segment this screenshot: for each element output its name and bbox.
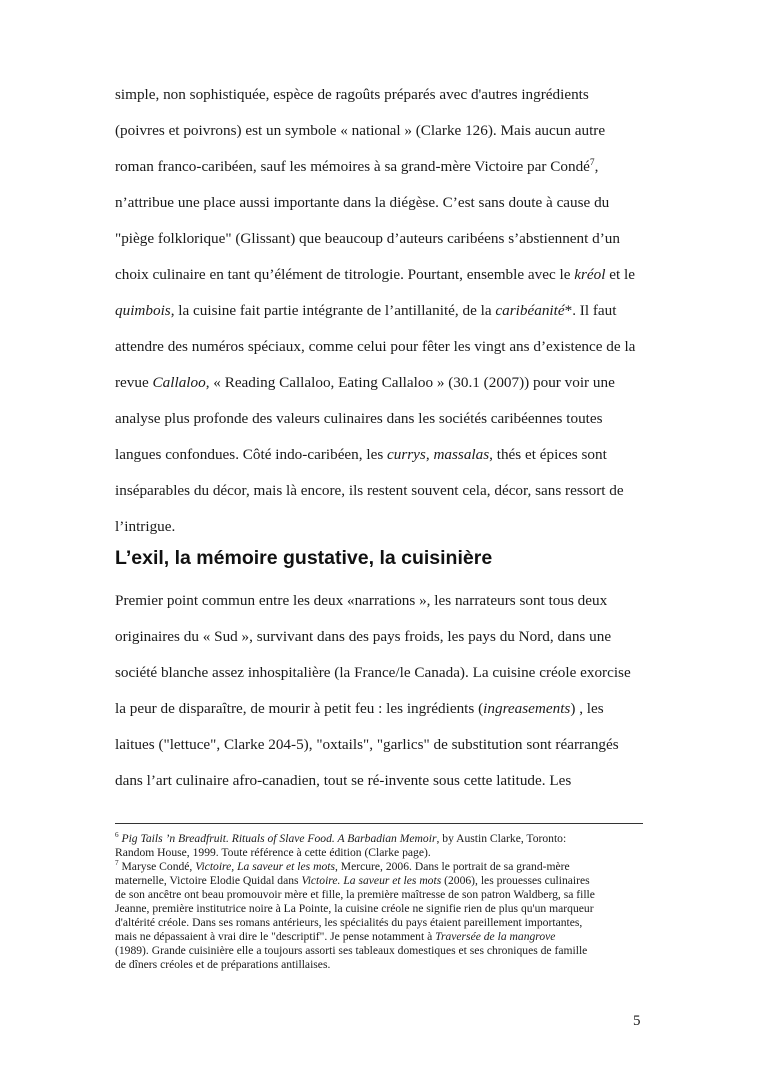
footnote-line (115, 860, 570, 874)
text-run: mais ne dépassaient à vrai dire le "descriptif". Je pense notamment à (115, 930, 436, 943)
footnote-ref: 7 (589, 157, 595, 168)
text-line (115, 664, 631, 682)
text-run: "piège folklorique" (Glissant) que beaucoup d’auteurs caribéens s’abstiennent d’un (115, 230, 620, 247)
text-run: , (425, 446, 434, 463)
text-run: (1989). Grande cuisinière elle a toujours assorti ses tableaux domestiques et ses chroniques de famille (115, 944, 588, 957)
page-number: 5 (633, 1013, 641, 1029)
text-run: revue (115, 374, 153, 391)
text-line (115, 122, 605, 140)
text-run: de son ancêtre ont beau promouvoir mère et fille, la première maîtresse de son patron Waldberg, sa fille (115, 888, 595, 901)
italic-run: massalas (433, 446, 490, 463)
text-line (115, 736, 619, 754)
italic-run: Victoire, La saveur et les mots (195, 860, 335, 873)
text-line (115, 338, 635, 356)
text-run: analyse plus profonde des valeurs culinaires dans les sociétés caribéennes toutes (115, 410, 603, 427)
text-run: , Mercure, 2006. Dans le portrait de sa grand-mère (334, 860, 570, 873)
text-line (115, 518, 175, 536)
text-run: dans l’art culinaire afro-canadien, tout se ré-invente sous cette latitude. Les (115, 772, 572, 789)
text-run: de dîners créoles et de préparations antillaises. (115, 958, 331, 971)
footnote-line (115, 888, 595, 902)
footnote-line (115, 944, 587, 958)
text-line (115, 482, 624, 500)
text-line (115, 230, 620, 248)
text-run: , (594, 158, 599, 175)
text-run: attendre des numéros spéciaux, comme celui pour fêter les vingt ans d’existence de la (115, 338, 636, 355)
text-run: maternelle, Victoire Elodie Quidal dans (115, 874, 302, 887)
footnote-line (115, 902, 594, 916)
text-line (115, 772, 571, 790)
footnote-line (115, 846, 431, 860)
text-run: laitues ("lettuce", Clarke 204-5), "oxtails", "garlics" de substitution sont réarrangés (115, 736, 619, 753)
text-run: Jeanne, première institutrice noire à La Pointe, la cuisine créole ne signifie rien de plus qu'un marqueur (115, 902, 594, 915)
text-run: l’intrigue. (115, 518, 176, 535)
text-run: (2006), les prouesses culinaires (441, 874, 590, 887)
text-line (115, 158, 598, 176)
text-line (115, 410, 603, 428)
text-run: originaires du « Sud », survivant dans des pays froids, les pays du Nord, dans une (115, 628, 612, 645)
text-line (115, 266, 635, 284)
italic-run: ingreasements (483, 700, 571, 717)
text-run: (poivres et poivrons) est un symbole « national » (Clarke 126). Mais aucun autre (115, 122, 606, 139)
footnote-line (115, 874, 590, 888)
text-run: d'altérité créole. Dans ses romans antérieurs, les spécialités du pays étaient pareillement importantes, (115, 916, 583, 929)
text-run: *. Il faut (564, 302, 617, 319)
text-run: Maryse Condé, (118, 860, 196, 873)
text-line (115, 628, 611, 646)
italic-run: kréol (574, 266, 606, 283)
text-run: et le (605, 266, 635, 283)
text-run: n’attribue une place aussi importante dans la diégèse. C’est sans doute à cause du (115, 194, 610, 211)
text-run: simple, non sophistiquée, espèce de ragoûts préparés avec d'autres ingrédients (115, 86, 589, 103)
text-line (115, 374, 615, 392)
text-run: , « Reading Callaloo, Eating Callaloo » (30.1 (2007)) pour voir une (205, 374, 615, 391)
section-heading: L’exil, la mémoire gustative, la cuisinière (115, 547, 493, 569)
footnote-line (115, 832, 566, 846)
italic-run: Pig Tails ’n Breadfruit. Rituals of Slave Food. A Barbadian Memoir (121, 832, 437, 845)
footnote-line (115, 958, 330, 972)
text-run: choix culinaire en tant qu’élément de titrologie. Pourtant, ensemble avec le (115, 266, 575, 283)
italic-run: currys (387, 446, 426, 463)
footnote-ref: 7 (115, 859, 119, 868)
text-line (115, 302, 616, 320)
italic-run: quimbois (115, 302, 171, 319)
text-run: la peur de disparaître, de mourir à petit feu : les ingrédients ( (115, 700, 484, 717)
footnote-line (115, 916, 582, 930)
footnote-ref: 6 (115, 831, 119, 840)
text-run: , thés et épices sont (489, 446, 607, 463)
text-run: société blanche assez inhospitalière (la France/le Canada). La cuisine créole exorcise (115, 664, 631, 681)
text-run: inséparables du décor, mais là encore, ils restent souvent cela, décor, sans ressort de (115, 482, 624, 499)
text-line (115, 446, 607, 464)
text-run: Premier point commun entre les deux «narrations », les narrateurs sont tous deux (115, 592, 608, 609)
footnote-line (115, 930, 555, 944)
text-line (115, 194, 609, 212)
text-run: , by Austin Clarke, Toronto: (436, 832, 567, 845)
text-line (115, 700, 604, 718)
text-run: roman franco-caribéen, sauf les mémoires à sa grand-mère Victoire par Condé (115, 158, 590, 175)
text-line (115, 86, 589, 104)
text-run: Random House, 1999. Toute référence à cette édition (Clarke page). (115, 846, 431, 859)
text-run: , la cuisine fait partie intégrante de l’antillanité, de la (170, 302, 496, 319)
italic-run: Victoire. La saveur et les mots (301, 874, 442, 887)
footnote-separator (115, 823, 643, 824)
text-run: ) , les (570, 700, 604, 717)
italic-run: Callaloo (152, 374, 206, 391)
italic-run: caribéanité (495, 302, 565, 319)
italic-run: Traversée de la mangrove (435, 930, 556, 943)
text-line (115, 592, 607, 610)
text-run: langues confondues. Côté indo-caribéen, les (115, 446, 388, 463)
